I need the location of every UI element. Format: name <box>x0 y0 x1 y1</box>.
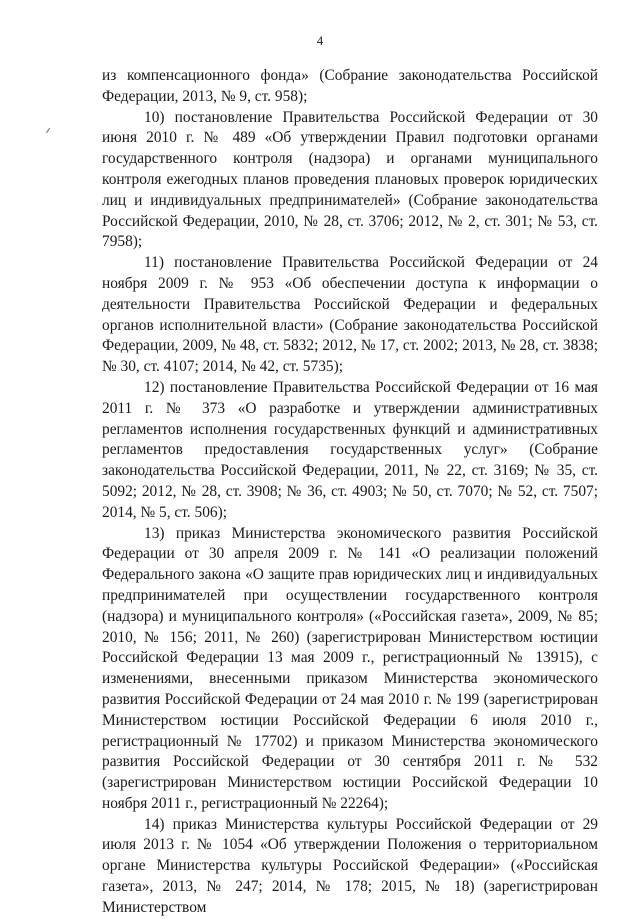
paragraph-item-10: 10) постановление Правительства Российской Федерации от 30 июня 2010 г. № 489 «Об утверждении Правил подготовки органами государственного контроля (надзора) и органами муниципального контроля ежегодных планов проведения плановых проверок юридических лиц и индивидуальных предпринимателей» (Собрание законодательства Российской Федерации, 2010, № 28, ст. 3706; 2012, № 2, ст. 301; № 53, ст. 7958); <box>102 108 598 251</box>
paragraph-item-12: 12) постановление Правительства Российской Федерации от 16 мая 2011 г. № 373 «О разработке и утверждении административных регламентов исполнения государственных функций и административных регламентов предоставления государственных услуг» (Собрание законодательства Российской Федерации, 2011, № 22, ст. 3169; № 35, ст. 5092; 2012, № 28, ст. 3908; № 36, ст. 4903; № 50, ст. 7070; № 52, ст. 7507; 2014, № 5, ст. 506); <box>102 378 598 521</box>
scan-mark <box>46 128 50 133</box>
paragraph-item-14: 14) приказ Министерства культуры Российской Федерации от 29 июля 2013 г. № 1054 «Об утверждении Положения о территориальном органе Министерства культуры Российской Федерации» («Российская газета», 2013, № 247; 2014, № 178; 2015, № 18) (зарегистрирован Министерством <box>102 815 598 916</box>
paragraph-continuation: из компенсационного фонда» (Собрание законодательства Российской Федерации, 2013, № 9, ст. 958); <box>102 67 598 105</box>
page-number: 4 <box>316 33 324 48</box>
paragraph-item-13: 13) приказ Министерства экономического развития Российской Федерации от 30 апреля 2009 г. № 141 «О реализации положений Федерального закона «О защите прав юридических лиц и индивидуальных предпринимателей при осуществлении государственного контроля (надзора) и муниципального контроля» («Российская газета», 2009, № 85; 2010, № 156; 2011, № 260) (зарегистрирован Министерством юстиции Российской Федерации 13 мая 2009 г., регистрационный № 13915), с изменениями, внесенными приказом Министерства экономического развития Российской Федерации от 24 мая 2010 г. № 199 (зарегистрирован Министерством юстиции Российской Федерации 6 июля 2010 г., регистрационный № 17702) и приказом Министерства экономического развития Российской Федерации от 30 сентября 2011 г. № 532 (зарегистрирован Министерством юстиции Российской Федерации 10 ноября 2011 г., регистрационный № 22264); <box>102 524 598 812</box>
document-body <box>102 66 598 919</box>
paragraph-item-11: 11) постановление Правительства Российской Федерации от 24 ноября 2009 г. № 953 «Об обеспечении доступа к информации о деятельности Правительства Российской Федерации и федеральных органов исполнительной власти» (Собрание законодательства Российской Федерации, 2009, № 48, ст. 5832; 2012, № 17, ст. 2002; 2013, № 28, ст. 3838; № 30, ст. 4107; 2014, № 42, ст. 5735); <box>102 254 598 376</box>
